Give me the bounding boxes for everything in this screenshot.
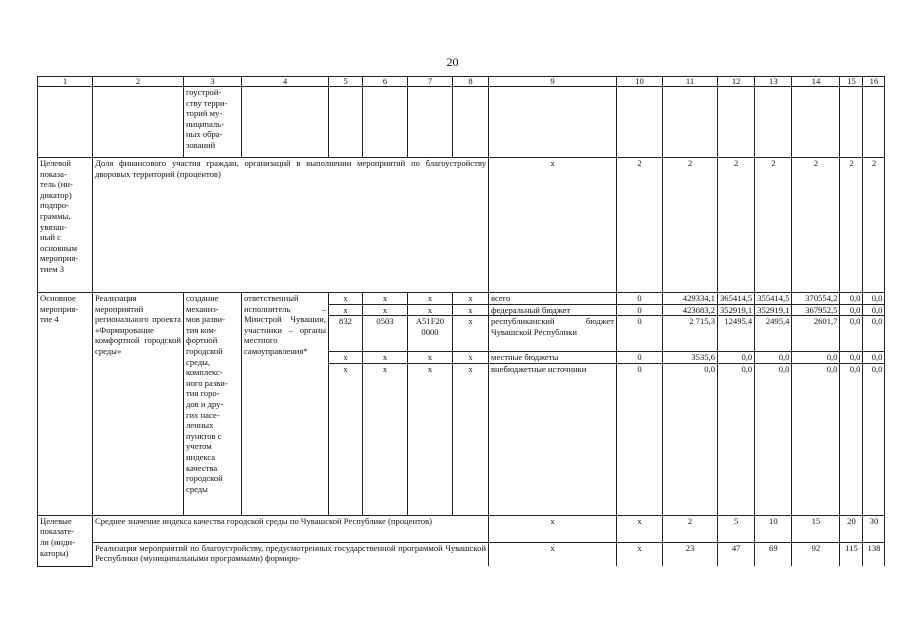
col-header: 16 [863,77,885,87]
value-cell: 2 [792,158,840,293]
cell: x [489,542,617,566]
value-cell: 0,0 [863,304,885,316]
cell: x [617,515,663,542]
value-cell: 2 [663,158,718,293]
value-cell: 365414,5 [718,293,755,305]
col-header: 11 [663,77,718,87]
value-cell: 47 [718,542,755,566]
value-cell: 138 [863,542,885,566]
target-indicator-row [38,158,885,293]
indicator-row [38,542,885,566]
funding-source: федеральный бюджет [489,304,617,316]
cell: x [363,352,408,364]
col-header: 2 [93,77,184,87]
cell: x [453,304,489,316]
col-header: 10 [617,77,663,87]
col-header: 15 [840,77,863,87]
indicator-description: Доля финансового участия граждан, организаций в выполнении мероприятий по благоустройству дворовых территорий (процентов) [93,158,489,293]
col-header: 7 [408,77,453,87]
value-cell: 423083,2 [663,304,718,316]
cell: x [617,542,663,566]
funding-source: местные бюджеты [489,352,617,364]
value-cell: 0,0 [863,293,885,305]
cell: x [329,304,363,316]
value-cell: 2 [617,158,663,293]
row-label: Основное мероприя- тие 4 [38,293,93,516]
col-header: 13 [755,77,792,87]
row-label: Целевой показа- тель (ин- дикатор) подпро- граммы, увязан- ный с основным мероприя- тием 3 [38,158,93,293]
value-cell: 30 [863,515,885,542]
value-cell: 0,0 [863,316,885,352]
finance-row-total [38,293,885,305]
cell: x [489,158,617,293]
col-header: 9 [489,77,617,87]
value-cell: 0,0 [863,352,885,364]
value-cell: 0,0 [718,363,755,515]
cell: 0503 [363,316,408,352]
value-cell: 20 [840,515,863,542]
value-cell: 0,0 [840,352,863,364]
value-cell: 0,0 [863,363,885,515]
cell: x [363,363,408,515]
cell: x [408,363,453,515]
col-header: 3 [184,77,242,87]
col-header: 5 [329,77,363,87]
indicator-description: Реализация мероприятий по благоустройству, предусмотренных государственной программой Чувашской Республики (муниципальными программами) формиро- [93,542,489,566]
value-cell: 0,0 [792,363,840,515]
indicator-row [38,515,885,542]
value-cell: 0,0 [840,316,863,352]
cell: x [489,515,617,542]
col-header: 6 [363,77,408,87]
row-label: Целевые показате- ли (инди- каторы) [38,515,93,566]
cell: x [329,363,363,515]
activity-goal: создание механиз- мов разви- тия ком- фортной городской среды, комплекс- ного разви- тия горо- дов и дру- гих насе- ленных пунктов с учетом индекса качества городской среды [184,293,242,516]
value-cell: 0,0 [792,352,840,364]
cell: 832 [329,316,363,352]
value-cell: 0,0 [718,352,755,364]
funding-source: всего [489,293,617,305]
value-cell: 10 [755,515,792,542]
cell: x [453,316,489,352]
value-cell: 367952,5 [792,304,840,316]
value-cell: 2 715,3 [663,316,718,352]
funding-source: республиканский бюджет Чувашской Республики [489,316,617,352]
value-cell: 2 [663,515,718,542]
value-cell: 92 [792,542,840,566]
value-cell: 0,0 [755,363,792,515]
value-cell: 23 [663,542,718,566]
value-cell: 0 [617,352,663,364]
col-header: 1 [38,77,93,87]
value-cell: 115 [840,542,863,566]
cell: x [363,304,408,316]
value-cell: 15 [792,515,840,542]
value-cell: 2 [863,158,885,293]
col-header: 14 [792,77,840,87]
col-header: 12 [718,77,755,87]
cell: x [408,352,453,364]
value-cell: 2 [840,158,863,293]
cell: x [453,293,489,305]
cell: x [329,352,363,364]
cell: A51F20 0000 [408,316,453,352]
cell: x [329,293,363,305]
value-cell: 2495,4 [755,316,792,352]
value-cell: 69 [755,542,792,566]
activity-name: Реализация мероприятий регионального проекта «Формирование комфортной городской среды» [93,293,184,516]
cell: x [408,304,453,316]
value-cell: 352919,1 [718,304,755,316]
value-cell: 2 [718,158,755,293]
value-cell: 370554,2 [792,293,840,305]
continuation-row [38,87,885,158]
value-cell: 0,0 [840,304,863,316]
cell: x [453,363,489,515]
activity-executor: ответственный исполнитель – Минстрой Чувашии, участники – органы местного самоуправления* [242,293,329,516]
value-cell: 0 [617,293,663,305]
value-cell: 355414,5 [755,293,792,305]
program-table [37,76,885,567]
value-cell: 0,0 [840,363,863,515]
value-cell: 2601,7 [792,316,840,352]
value-cell: 12495,4 [718,316,755,352]
cell: x [363,293,408,305]
cell: x [408,293,453,305]
value-cell: 352919,1 [755,304,792,316]
col-header: 4 [242,77,329,87]
value-cell: 0 [617,316,663,352]
value-cell: 0 [617,304,663,316]
value-cell: 5 [718,515,755,542]
value-cell: 429334,1 [663,293,718,305]
value-cell: 3535,6 [663,352,718,364]
value-cell: 0,0 [663,363,718,515]
funding-source: внебюджетные источники [489,363,617,515]
value-cell: 0 [617,363,663,515]
value-cell: 0,0 [840,293,863,305]
value-cell: 0,0 [755,352,792,364]
continued-text: гоустрой- ству терри- торий му- ниципаль- ных обра- зований [184,87,242,158]
page-number: 20 [446,55,459,69]
cell: x [453,352,489,364]
indicator-description: Среднее значение индекса качества городской среды по Чувашской Республике (процентов) [93,515,489,542]
column-number-row [38,77,885,87]
value-cell: 2 [755,158,792,293]
col-header: 8 [453,77,489,87]
